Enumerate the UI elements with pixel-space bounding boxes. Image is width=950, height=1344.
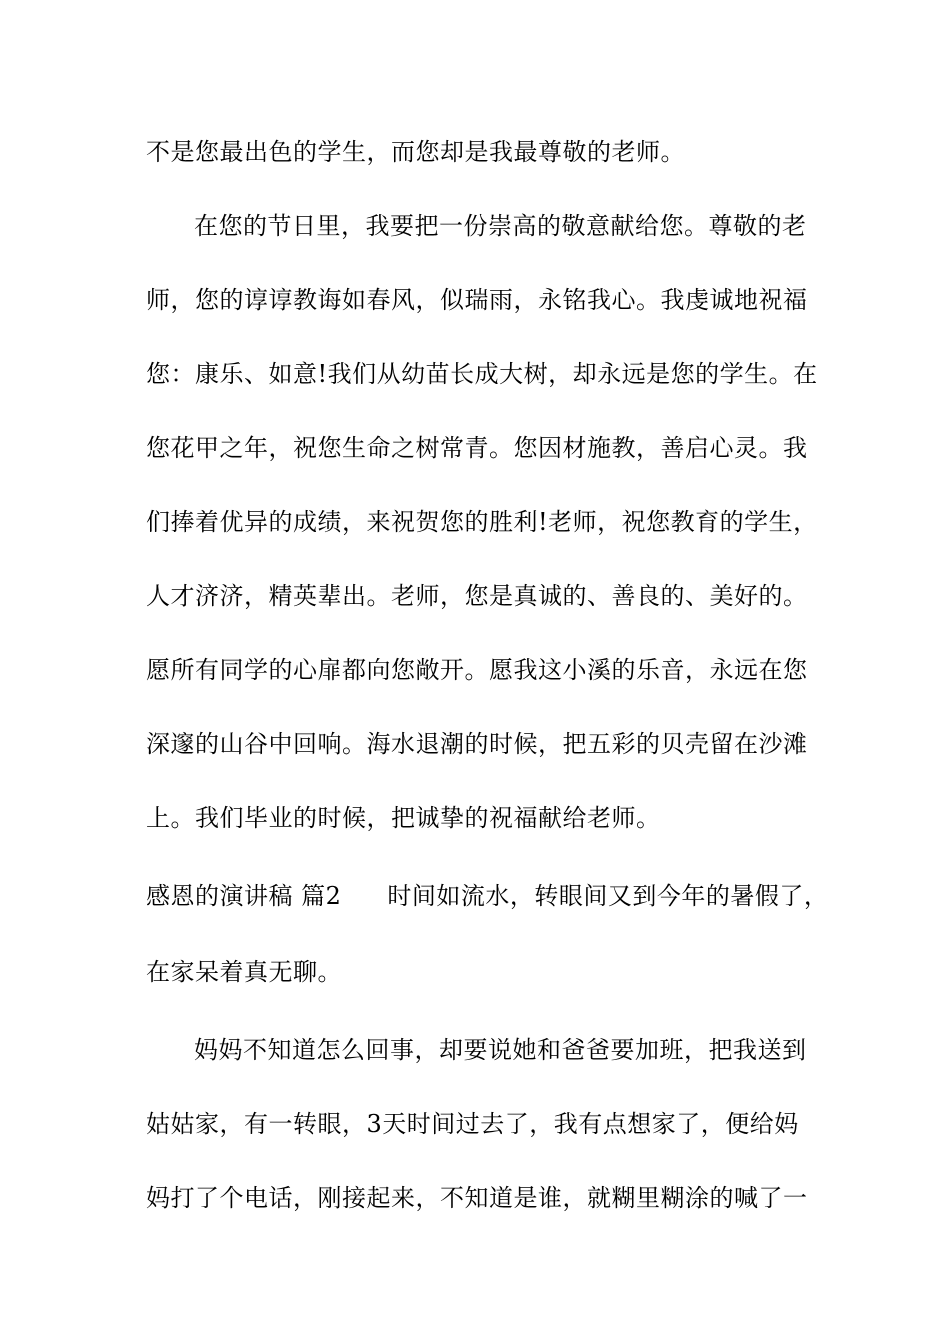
text-line: 不是您最出色的学生，而您却是我最尊敬的老师。 xyxy=(146,138,685,166)
text-line: 人才济济，精英辈出。老师，您是真诚的、善良的、美好的。 xyxy=(146,582,808,610)
text-line: 您：康乐、如意!我们从幼苗长成大树，却永远是您的学生。在 xyxy=(146,360,818,388)
text-line: 师，您的谆谆教诲如春风，似瑞雨，永铭我心。我虔诚地祝福 xyxy=(146,286,808,314)
text-line: 们捧着优异的成绩，来祝贺您的胜利!老师，祝您教育的学生， xyxy=(146,508,818,536)
paragraph-first-line: 妈妈不知道怎么回事，却要说她和爸爸要加班，把我送到 xyxy=(194,1036,807,1064)
text-line: 在家呆着真无聊。 xyxy=(146,958,342,986)
section-first-text: 时间如流水，转眼间又到今年的暑假了， xyxy=(387,882,829,910)
text-line: 妈打了个电话，刚接起来，不知道是谁，就糊里糊涂的喊了一 xyxy=(146,1184,808,1212)
text-line: 您花甲之年，祝您生命之树常青。您因材施教，善启心灵。我 xyxy=(146,434,808,462)
text-line: 深邃的山谷中回响。海水退潮的时候，把五彩的贝壳留在沙滩 xyxy=(146,730,808,758)
text-line: 上。我们毕业的时候，把诚挚的祝福献给老师。 xyxy=(146,804,661,832)
text-line: 愿所有同学的心扉都向您敞开。愿我这小溪的乐音，永远在您 xyxy=(146,656,808,684)
section-line xyxy=(146,880,828,912)
text-line: 姑姑家，有一转眼，3天时间过去了，我有点想家了，便给妈 xyxy=(146,1110,799,1138)
section-heading: 感恩的演讲稿 篇2 xyxy=(146,882,342,910)
paragraph-first-line: 在您的节日里，我要把一份崇高的敬意献给您。尊敬的老 xyxy=(194,212,807,240)
